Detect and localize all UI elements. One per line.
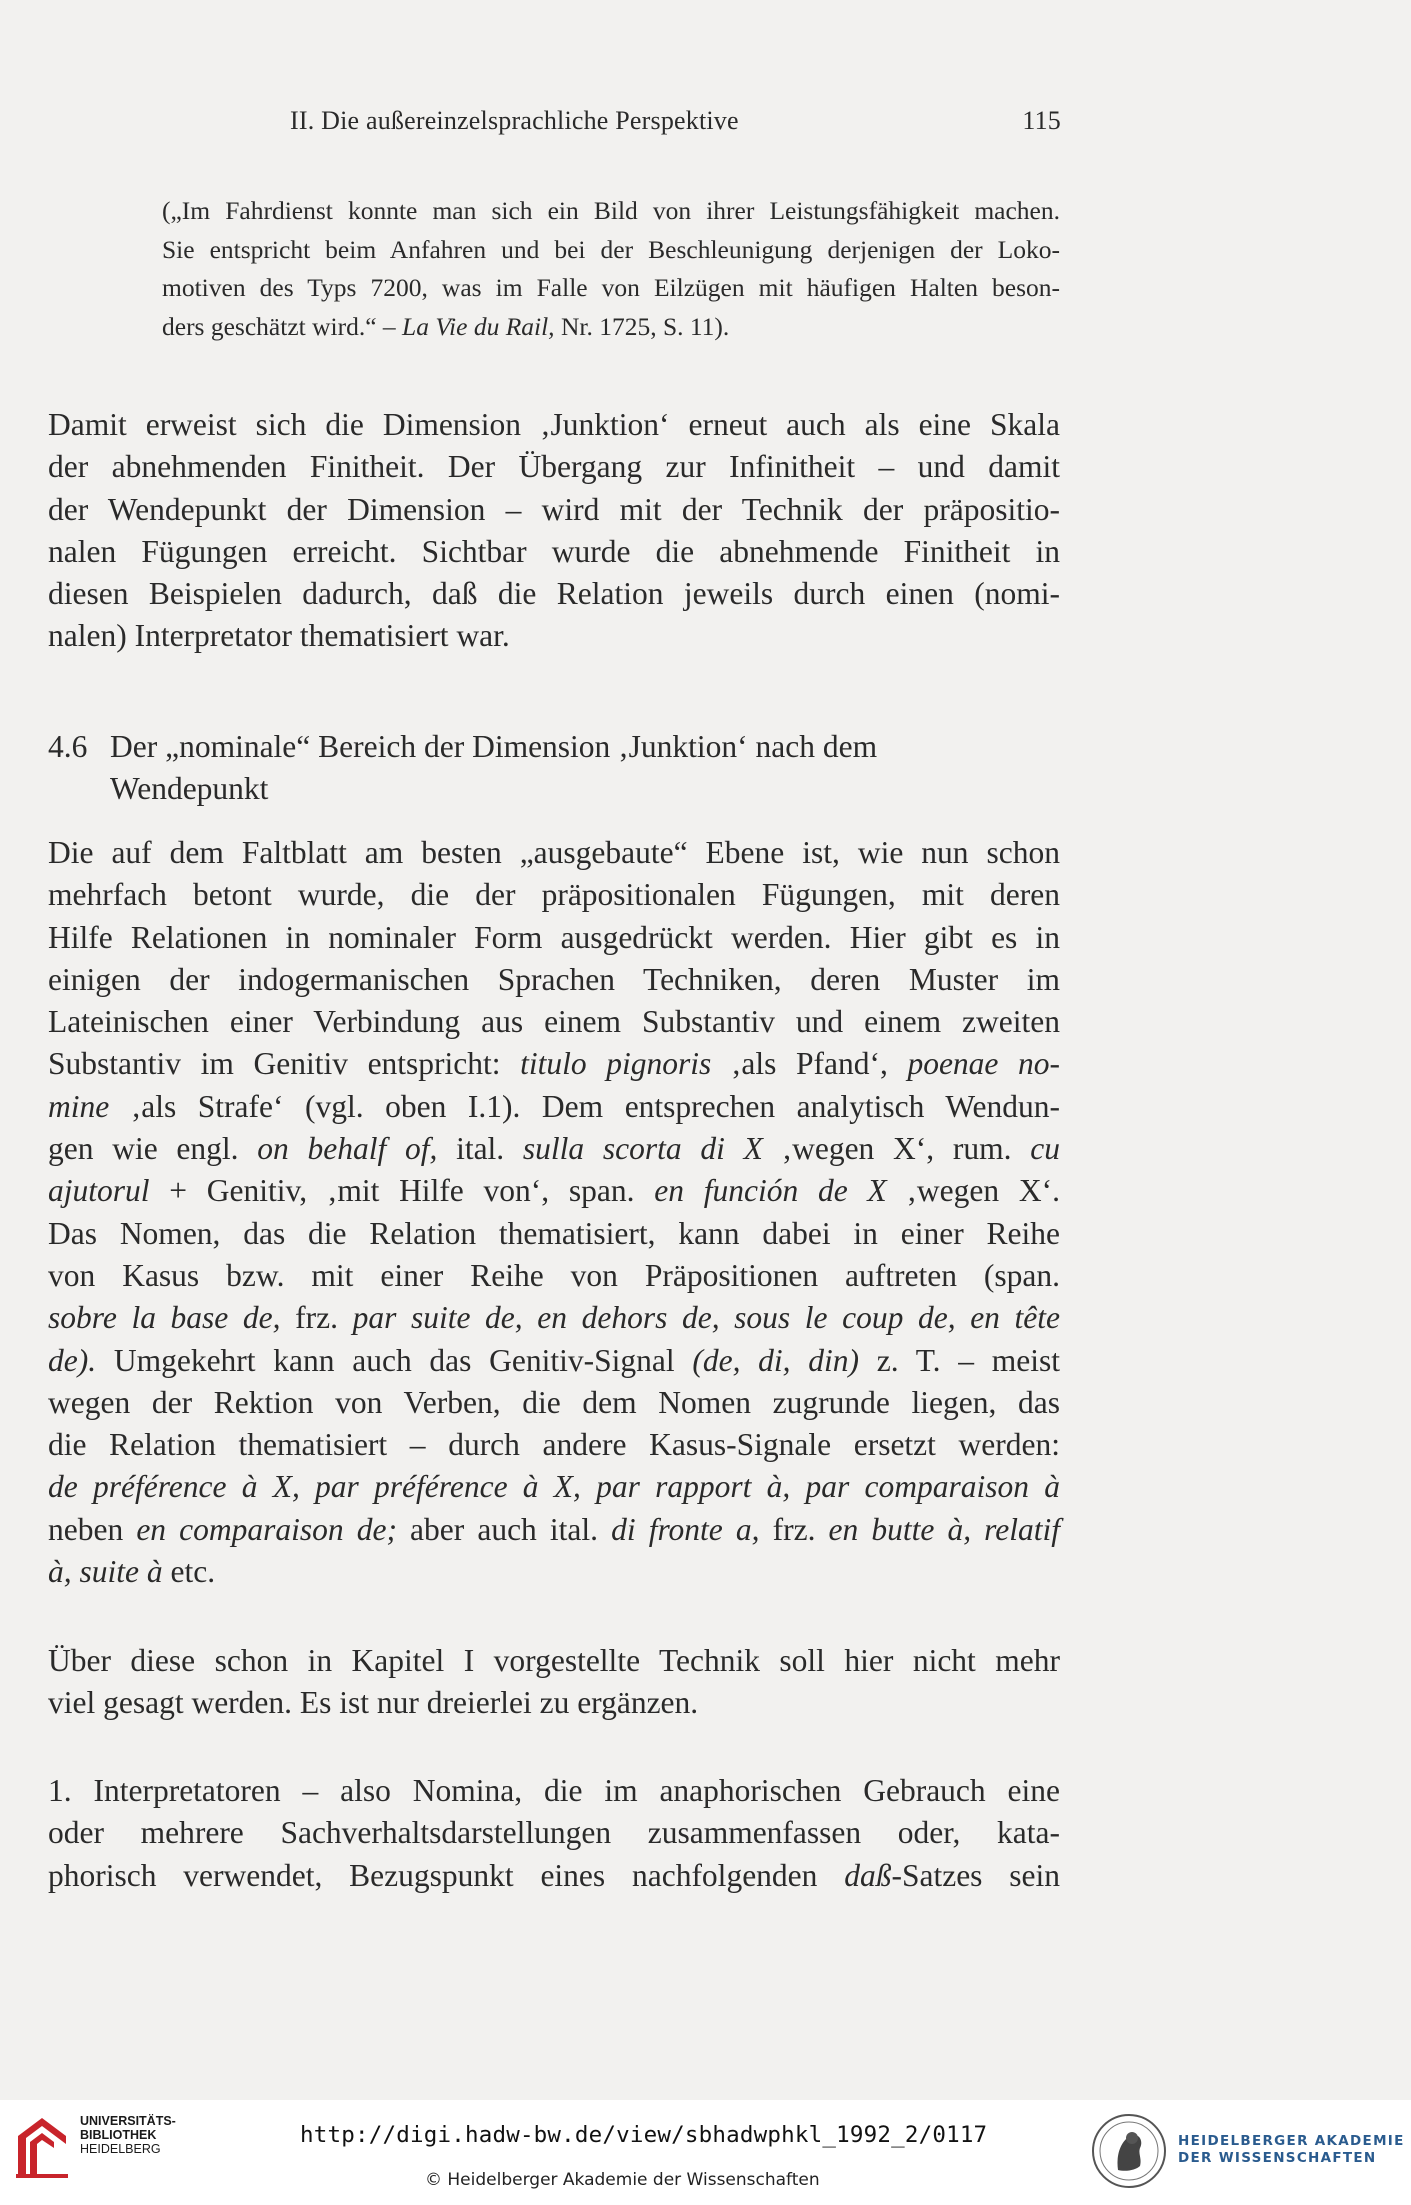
- french-example: par suite de, en dehors de, sous le coup de, en tête: [352, 1300, 1060, 1336]
- library-name-line: BIBLIOTHEK: [80, 2128, 157, 2142]
- text-line: [48, 1086, 1060, 1128]
- quote-line: Sie entspricht beim Anfahren und bei der Beschleunigung derjenigen der Loko-: [162, 234, 1060, 264]
- text-line: mehrfach betont wurde, die der präpositionalen Fügungen, mit deren: [48, 877, 1060, 913]
- text-line: diesen Beispielen dadurch, daß die Relation jeweils durch einen (nomi-: [48, 576, 1060, 612]
- university-library-logo-icon: [12, 2114, 72, 2180]
- text-line: nalen) Interpretator thematisiert war.: [48, 618, 510, 654]
- text-line: 1. Interpretatoren – also Nomina, die im anaphorischen Gebrauch eine: [48, 1773, 1060, 1808]
- text-span: phorisch verwendet, Bezugspunkt eines nachfolgenden: [48, 1857, 845, 1893]
- text-line: [48, 1043, 1060, 1085]
- text-span: z. T. – meist: [859, 1342, 1060, 1378]
- section-heading: [48, 726, 1060, 811]
- text-line: [48, 1551, 1060, 1593]
- quote-source-title: La Vie du Rail,: [402, 311, 555, 341]
- spanish-example: sobre la base de,: [48, 1300, 281, 1336]
- text-span: Umgekehrt kann auch das Genitiv-Signal: [96, 1342, 693, 1378]
- text-line: der abnehmenden Finitheit. Der Übergang zur Infinitheit – und damit: [48, 449, 1060, 485]
- text-line: [48, 1170, 1060, 1212]
- english-example: on behalf of,: [257, 1131, 438, 1167]
- text-span: ‚als Strafe‘ (vgl. oben I.1). Dem entsprechen analytisch Wendun-: [109, 1088, 1060, 1124]
- text-line: die Relation thematisiert – durch andere Kasus-Signale ersetzt werden:: [48, 1427, 1060, 1463]
- french-example: de préférence à X, par préférence à X, par rapport à, par comparaison à: [48, 1469, 1060, 1505]
- text-line: Über diese schon in Kapitel I vorgestellte Technik soll hier nicht mehr: [48, 1643, 1060, 1678]
- text-line: wegen der Rektion von Verben, die dem Nomen zugrunde liegen, das: [48, 1384, 1060, 1420]
- text-span: + Genitiv, ‚mit Hilfe von‘, span.: [149, 1173, 655, 1209]
- text-line: Hilfe Relationen in nominaler Form ausgedrückt werden. Hier gibt es in: [48, 919, 1060, 955]
- italian-example: sulla scorta di X: [522, 1131, 763, 1167]
- text-line: [48, 1855, 1060, 1897]
- quote-line: motiven des Typs 7200, was im Falle von Eilzügen mit häufigen Halten beson-: [162, 273, 1060, 302]
- library-name-line: UNIVERSITÄTS-: [80, 2114, 176, 2128]
- text-line: [48, 1509, 1060, 1551]
- paragraph-1: [48, 404, 1060, 658]
- text-span: ‚wegen X‘, rum.: [762, 1131, 1031, 1167]
- running-title: II. Die außereinzelsprachliche Perspektive: [290, 106, 739, 135]
- text-span: frz.: [759, 1511, 829, 1547]
- section-title-continued: Wendepunkt: [110, 771, 269, 807]
- text-line: [48, 1340, 1060, 1382]
- text-line: von Kasus bzw. mit einer Reihe von Präpositionen auftreten (span.: [48, 1257, 1060, 1293]
- text-span: neben: [48, 1511, 137, 1547]
- genitive-signal-example: (de, di, din): [692, 1342, 860, 1378]
- italian-example: di fronte a,: [611, 1511, 760, 1547]
- academy-name: [1178, 2133, 1405, 2167]
- text-line: [48, 1297, 1060, 1339]
- quote-text: ders geschätzt wird.“ –: [162, 311, 403, 341]
- permalink-url[interactable]: http://digi.hadw-bw.de/view/sbhadwphkl_1992_2/0117: [300, 2122, 988, 2148]
- latin-example: titulo pignoris: [520, 1046, 712, 1082]
- quote-block: [162, 192, 1060, 346]
- latin-example: poenae no-: [907, 1046, 1060, 1082]
- library-name-line: HEIDELBERG: [80, 2142, 161, 2156]
- text-span: ital.: [437, 1131, 523, 1167]
- latin-example: mine: [48, 1088, 110, 1124]
- quote-line: („Im Fahrdienst konnte man sich ein Bild von ihrer Leistungsfähigkeit machen.: [162, 196, 1060, 225]
- university-library-name: [80, 2114, 176, 2156]
- text-line: der Wendepunkt der Dimension – wird mit der Technik der präpositio-: [48, 491, 1060, 527]
- text-span: gen wie engl.: [48, 1131, 258, 1167]
- text-line: Damit erweist sich die Dimension ‚Junktion‘ erneut auch als eine Skala: [48, 407, 1060, 442]
- text-span: frz.: [280, 1300, 353, 1336]
- french-example: à, suite à: [48, 1554, 163, 1590]
- romanian-example: cu: [1030, 1131, 1060, 1167]
- page-number: 115: [1022, 106, 1061, 135]
- paragraph-2: [48, 832, 1060, 1593]
- quote-source-ref: Nr. 1725, S. 11).: [554, 311, 730, 341]
- text-line: [48, 1466, 1060, 1508]
- section-title: Der „nominale“ Bereich der Dimension ‚Junktion‘ nach dem: [110, 729, 878, 764]
- french-example: en butte à, relatif: [828, 1511, 1060, 1547]
- text-span: etc.: [162, 1554, 216, 1590]
- text-span: -Satzes sein: [891, 1857, 1060, 1893]
- text-line: Die auf dem Faltblatt am besten „ausgebaute“ Ebene ist, wie nun schon: [48, 835, 1060, 870]
- paragraph-4: [48, 1770, 1060, 1897]
- viewer-footer: [0, 2100, 1411, 2205]
- text-span: ‚wegen X‘.: [886, 1173, 1060, 1209]
- paragraph-3: [48, 1640, 1060, 1725]
- romanian-example: ajutorul: [48, 1173, 150, 1209]
- text-span: aber auch ital.: [396, 1511, 612, 1547]
- section-number: 4.6: [48, 729, 88, 764]
- quote-line: [162, 308, 1060, 347]
- text-line: oder mehrere Sachverhaltsdarstellungen zusammenfassen oder, kata-: [48, 1815, 1060, 1851]
- page-header: [290, 106, 1061, 136]
- copyright-notice: © Heidelberger Akademie der Wissenschaften: [425, 2170, 820, 2190]
- text-span: Substantiv im Genitiv entspricht:: [48, 1046, 521, 1082]
- text-line: [48, 1128, 1060, 1170]
- french-example: en comparaison de;: [136, 1511, 397, 1547]
- conjunction-example: daß: [844, 1857, 892, 1893]
- text-span: ‚als Pfand‘,: [711, 1046, 908, 1082]
- french-example: de).: [48, 1342, 97, 1378]
- academy-seal-icon: [1090, 2112, 1168, 2190]
- text-line: nalen Fügungen erreicht. Sichtbar wurde die abnehmende Finitheit in: [48, 533, 1060, 569]
- spanish-example: en función de X: [654, 1173, 887, 1209]
- academy-name-line: DER WISSENSCHAFTEN: [1178, 2150, 1377, 2166]
- text-line: einigen der indogermanischen Sprachen Techniken, deren Muster im: [48, 961, 1060, 997]
- text-line: Das Nomen, das die Relation thematisiert, kann dabei in einer Reihe: [48, 1215, 1060, 1251]
- academy-name-line: HEIDELBERGER AKADEMIE: [1178, 2133, 1405, 2149]
- text-line: viel gesagt werden. Es ist nur dreierlei zu ergänzen.: [48, 1685, 699, 1721]
- text-line: Lateinischen einer Verbindung aus einem Substantiv und einem zweiten: [48, 1004, 1060, 1040]
